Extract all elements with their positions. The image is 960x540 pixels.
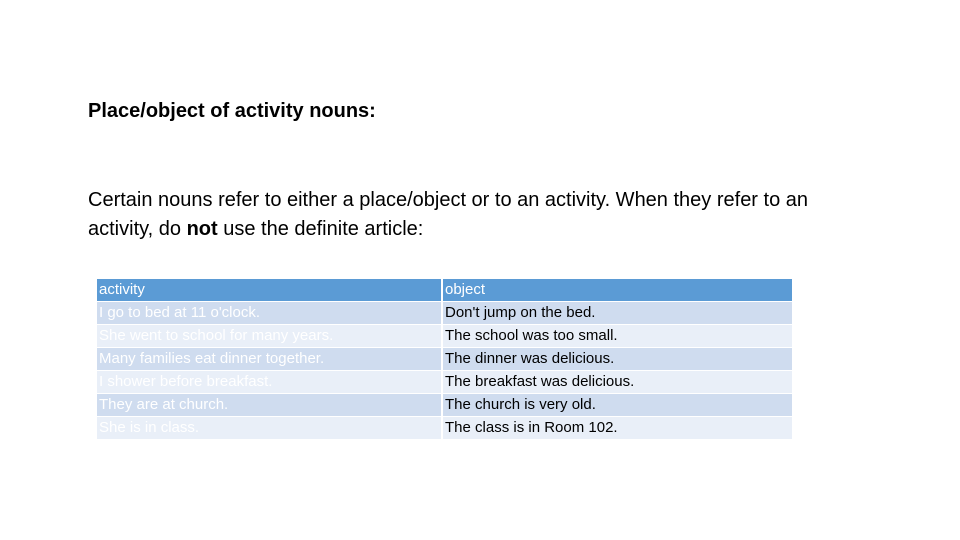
object-cell: The church is very old.: [443, 394, 792, 416]
table-row: [97, 302, 792, 324]
intro-paragraph: [88, 186, 828, 244]
intro-bold-word: not: [186, 218, 218, 240]
intro-text-end: use the definite article:: [217, 218, 424, 240]
nouns-table: [97, 278, 792, 440]
activity-cell: Many families eat dinner together.: [97, 348, 443, 370]
intro-text-start: Certain nouns refer to either a place/object or to an activity. When they refer to an activity, do: [88, 189, 809, 240]
object-cell: Don't jump on the bed.: [443, 302, 792, 324]
activity-cell: She went to school for many years.: [97, 325, 443, 347]
activity-cell: I shower before breakfast.: [97, 371, 443, 393]
table-row: [97, 394, 792, 416]
table-row: [97, 371, 792, 393]
object-cell: The school was too small.: [443, 325, 792, 347]
activity-cell: They are at church.: [97, 394, 443, 416]
activity-cell: She is in class.: [97, 417, 443, 439]
object-cell: The class is in Room 102.: [443, 417, 792, 439]
table-row: [97, 325, 792, 347]
nouns-table-container: [97, 278, 792, 440]
table-row: [97, 348, 792, 370]
table-row: [97, 417, 792, 439]
object-cell: The breakfast was delicious.: [443, 371, 792, 393]
table-header-row: [97, 279, 792, 301]
slide-heading: Place/object of activity nouns:: [88, 100, 376, 122]
header-object: object: [443, 279, 792, 301]
activity-cell: I go to bed at 11 o'clock.: [97, 302, 443, 324]
object-cell: The dinner was delicious.: [443, 348, 792, 370]
header-activity: activity: [97, 279, 443, 301]
